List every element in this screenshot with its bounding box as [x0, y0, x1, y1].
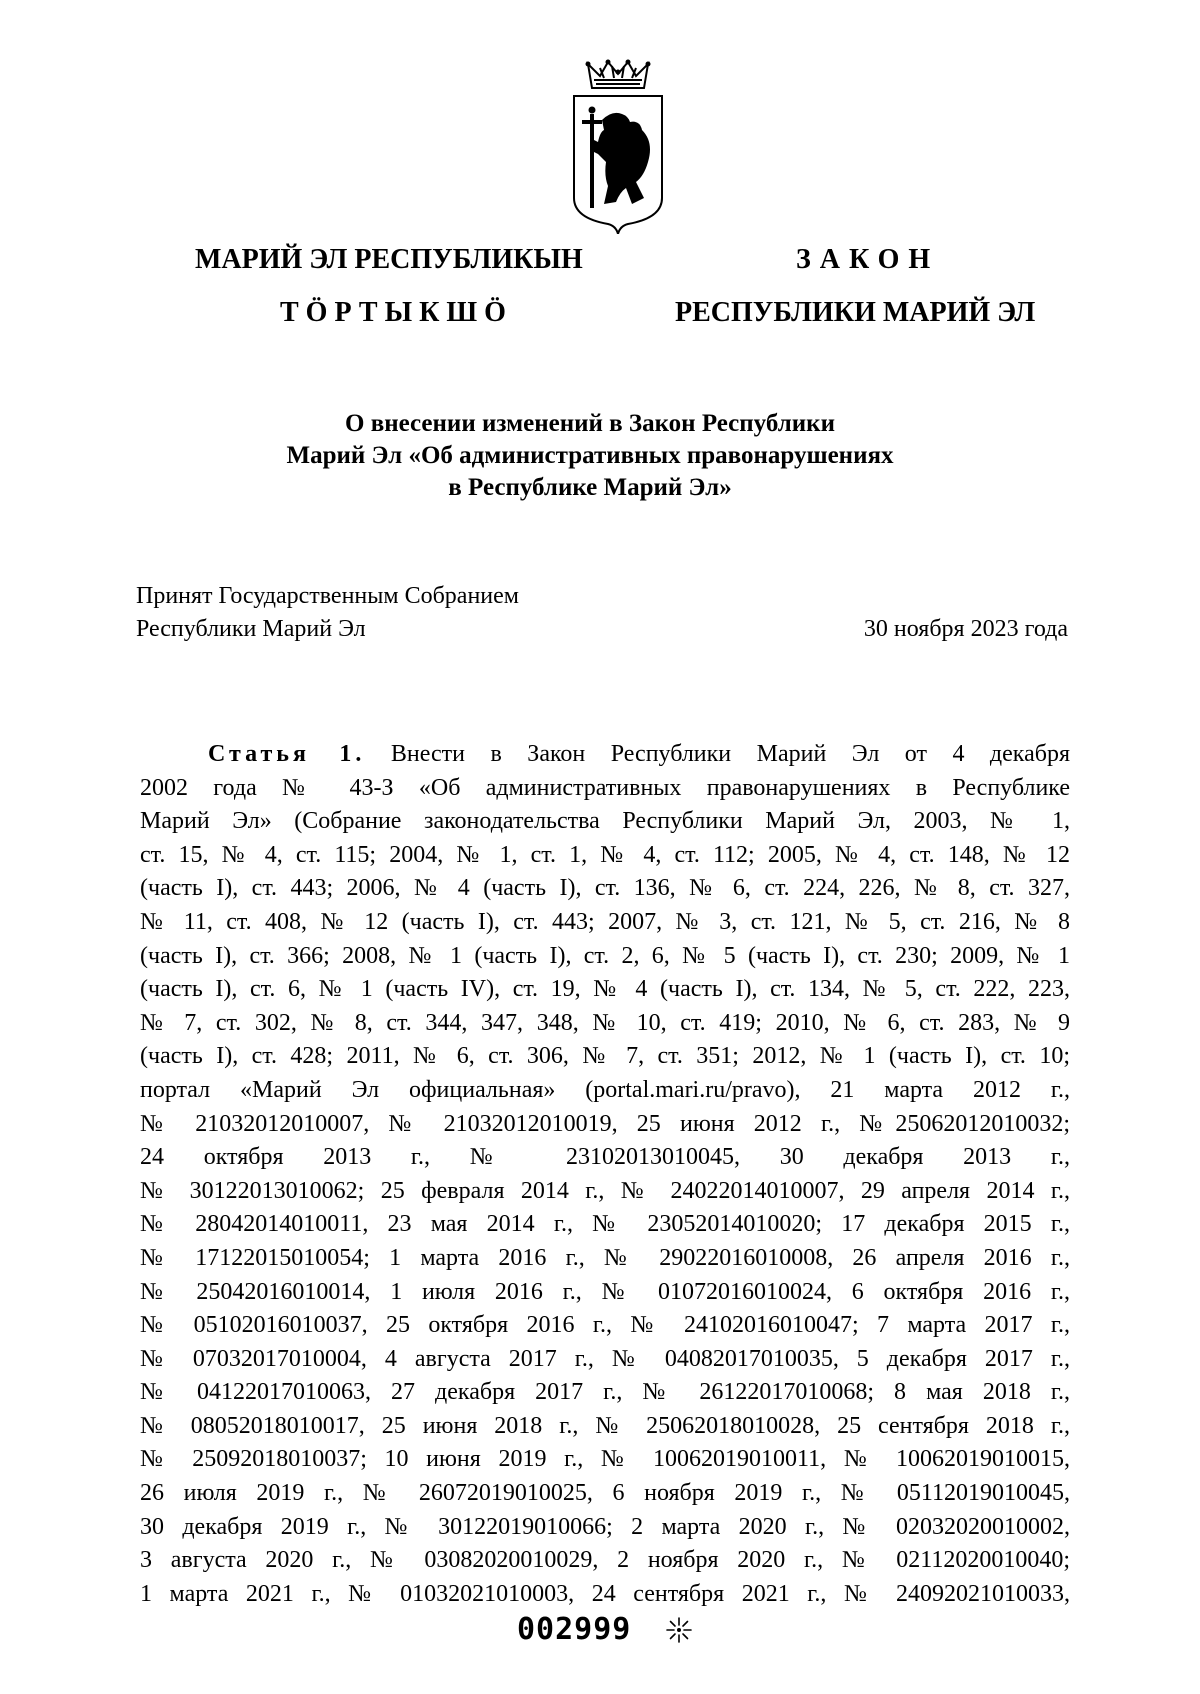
adopted-date: 30 ноября 2023 года: [863, 616, 1068, 642]
adopted-line2: Республики Марий Эл: [136, 616, 366, 642]
article-text-line: № 25092018010037; 10 июня 2019 г., № 10062019010011, № 10062019010015,: [140, 1446, 1070, 1473]
article-text-line: № 28042014010011, 23 мая 2014 г., № 23052014010020; 17 декабря 2015 г.,: [140, 1211, 1070, 1238]
coat-of-arms-icon: [568, 58, 668, 234]
article-text-line: 24 октября 2013 г., № 23102013010045, 30 декабря 2013 г.,: [140, 1144, 1070, 1171]
article-text-line: 1 марта 2021 г., № 01032021010003, 24 сентября 2021 г., № 24092021010033,: [140, 1580, 1070, 1607]
article-text-line: (часть I), ст. 428; 2011, № 6, ст. 306, № 7, ст. 351; 2012, № 1 (часть I), ст. 10;: [140, 1043, 1070, 1070]
article-text-line: 3 августа 2020 г., № 03082020010029, 2 ноября 2020 г., № 02112020010040;: [140, 1547, 1070, 1574]
article-text-line: портал «Марий Эл официальная» (portal.mari.ru/pravo), 21 марта 2012 г.,: [140, 1076, 1070, 1103]
article-first-line: [140, 738, 1070, 772]
article-text-line: Марий Эл» (Собрание законодательства Республики Марий Эл, 2003, № 1,: [140, 808, 1070, 835]
article-text-line: 30 декабря 2019 г., № 30122019010066; 2 марта 2020 г., № 02032020010002,: [140, 1513, 1070, 1540]
document-serial-number: 002999: [517, 1612, 632, 1647]
header-left-line1: МАРИЙ ЭЛ РЕСПУБЛИКЫН: [195, 244, 583, 275]
article-text-line: № 7, ст. 302, № 8, ст. 344, 347, 348, № 10, ст. 419; 2010, № 6, ст. 283, № 9: [140, 1009, 1070, 1036]
header-right-line2: РЕСПУБЛИКИ МАРИЙ ЭЛ: [675, 297, 1036, 328]
article-label: Статья 1.: [208, 741, 366, 767]
article-text-line: № 11, ст. 408, № 12 (часть I), ст. 443; 2007, № 3, ст. 121, № 5, ст. 216, № 8: [140, 908, 1070, 935]
law-title: [160, 408, 1020, 504]
article-text-line: 2002 года № 43-З «Об административных правонарушениях в Республике: [140, 774, 1070, 801]
article-1-text: [140, 738, 1070, 1611]
adopted-line1: Принят Государственным Собранием: [136, 583, 519, 609]
adopted-block: [136, 580, 519, 646]
header-right-line1: ЗАКОН: [796, 244, 940, 275]
article-text-line: (часть I), ст. 443; 2006, № 4 (часть I), ст. 136, № 6, ст. 224, 226, № 8, ст. 327,: [140, 875, 1070, 902]
article-text-line: № 25042016010014, 1 июля 2016 г., № 01072016010024, 6 октября 2016 г.,: [140, 1278, 1070, 1305]
article-text-line: (часть I), ст. 366; 2008, № 1 (часть I), ст. 2, 6, № 5 (часть I), ст. 230; 2009, № 1: [140, 942, 1070, 969]
article-text-line: № 04122017010063, 27 декабря 2017 г., № 26122017010068; 8 мая 2018 г.,: [140, 1379, 1070, 1406]
article-text-line: № 08052018010017, 25 июня 2018 г., № 25062018010028, 25 сентября 2018 г.,: [140, 1412, 1070, 1439]
security-mark-icon: [665, 1616, 693, 1644]
article-text-line: № 17122015010054; 1 марта 2016 г., № 29022016010008, 26 апреля 2016 г.,: [140, 1244, 1070, 1271]
article-text-line: 26 июля 2019 г., № 26072019010025, 6 ноября 2019 г., № 05112019010045,: [140, 1480, 1070, 1507]
article-first-line-text: Внести в Закон Республики Марий Эл от 4 декабря: [390, 741, 1070, 767]
article-text-line: ст. 15, № 4, ст. 115; 2004, № 1, ст. 1, № 4, ст. 112; 2005, № 4, ст. 148, № 12: [140, 841, 1070, 868]
header-left-line2: ТӦРТЫКШӦ: [280, 297, 513, 328]
article-text-line: № 30122013010062; 25 февраля 2014 г., № 24022014010007, 29 апреля 2014 г.,: [140, 1177, 1070, 1204]
law-title-line1: О внесении изменений в Закон Республики: [345, 410, 835, 437]
article-text-line: № 07032017010004, 4 августа 2017 г., № 04082017010035, 5 декабря 2017 г.,: [140, 1345, 1070, 1372]
article-text-line: № 05102016010037, 25 октября 2016 г., № 24102016010047; 7 марта 2017 г.,: [140, 1312, 1070, 1339]
law-title-line2: Марий Эл «Об административных правонарушениях: [286, 442, 894, 469]
article-text-line: (часть I), ст. 6, № 1 (часть IV), ст. 19, № 4 (часть I), ст. 134, № 5, ст. 222, 223,: [140, 976, 1070, 1003]
article-text-line: № 21032012010007, № 21032012010019, 25 июня 2012 г., №25062012010032;: [140, 1110, 1070, 1137]
law-title-line3: в Республике Марий Эл»: [448, 474, 732, 501]
